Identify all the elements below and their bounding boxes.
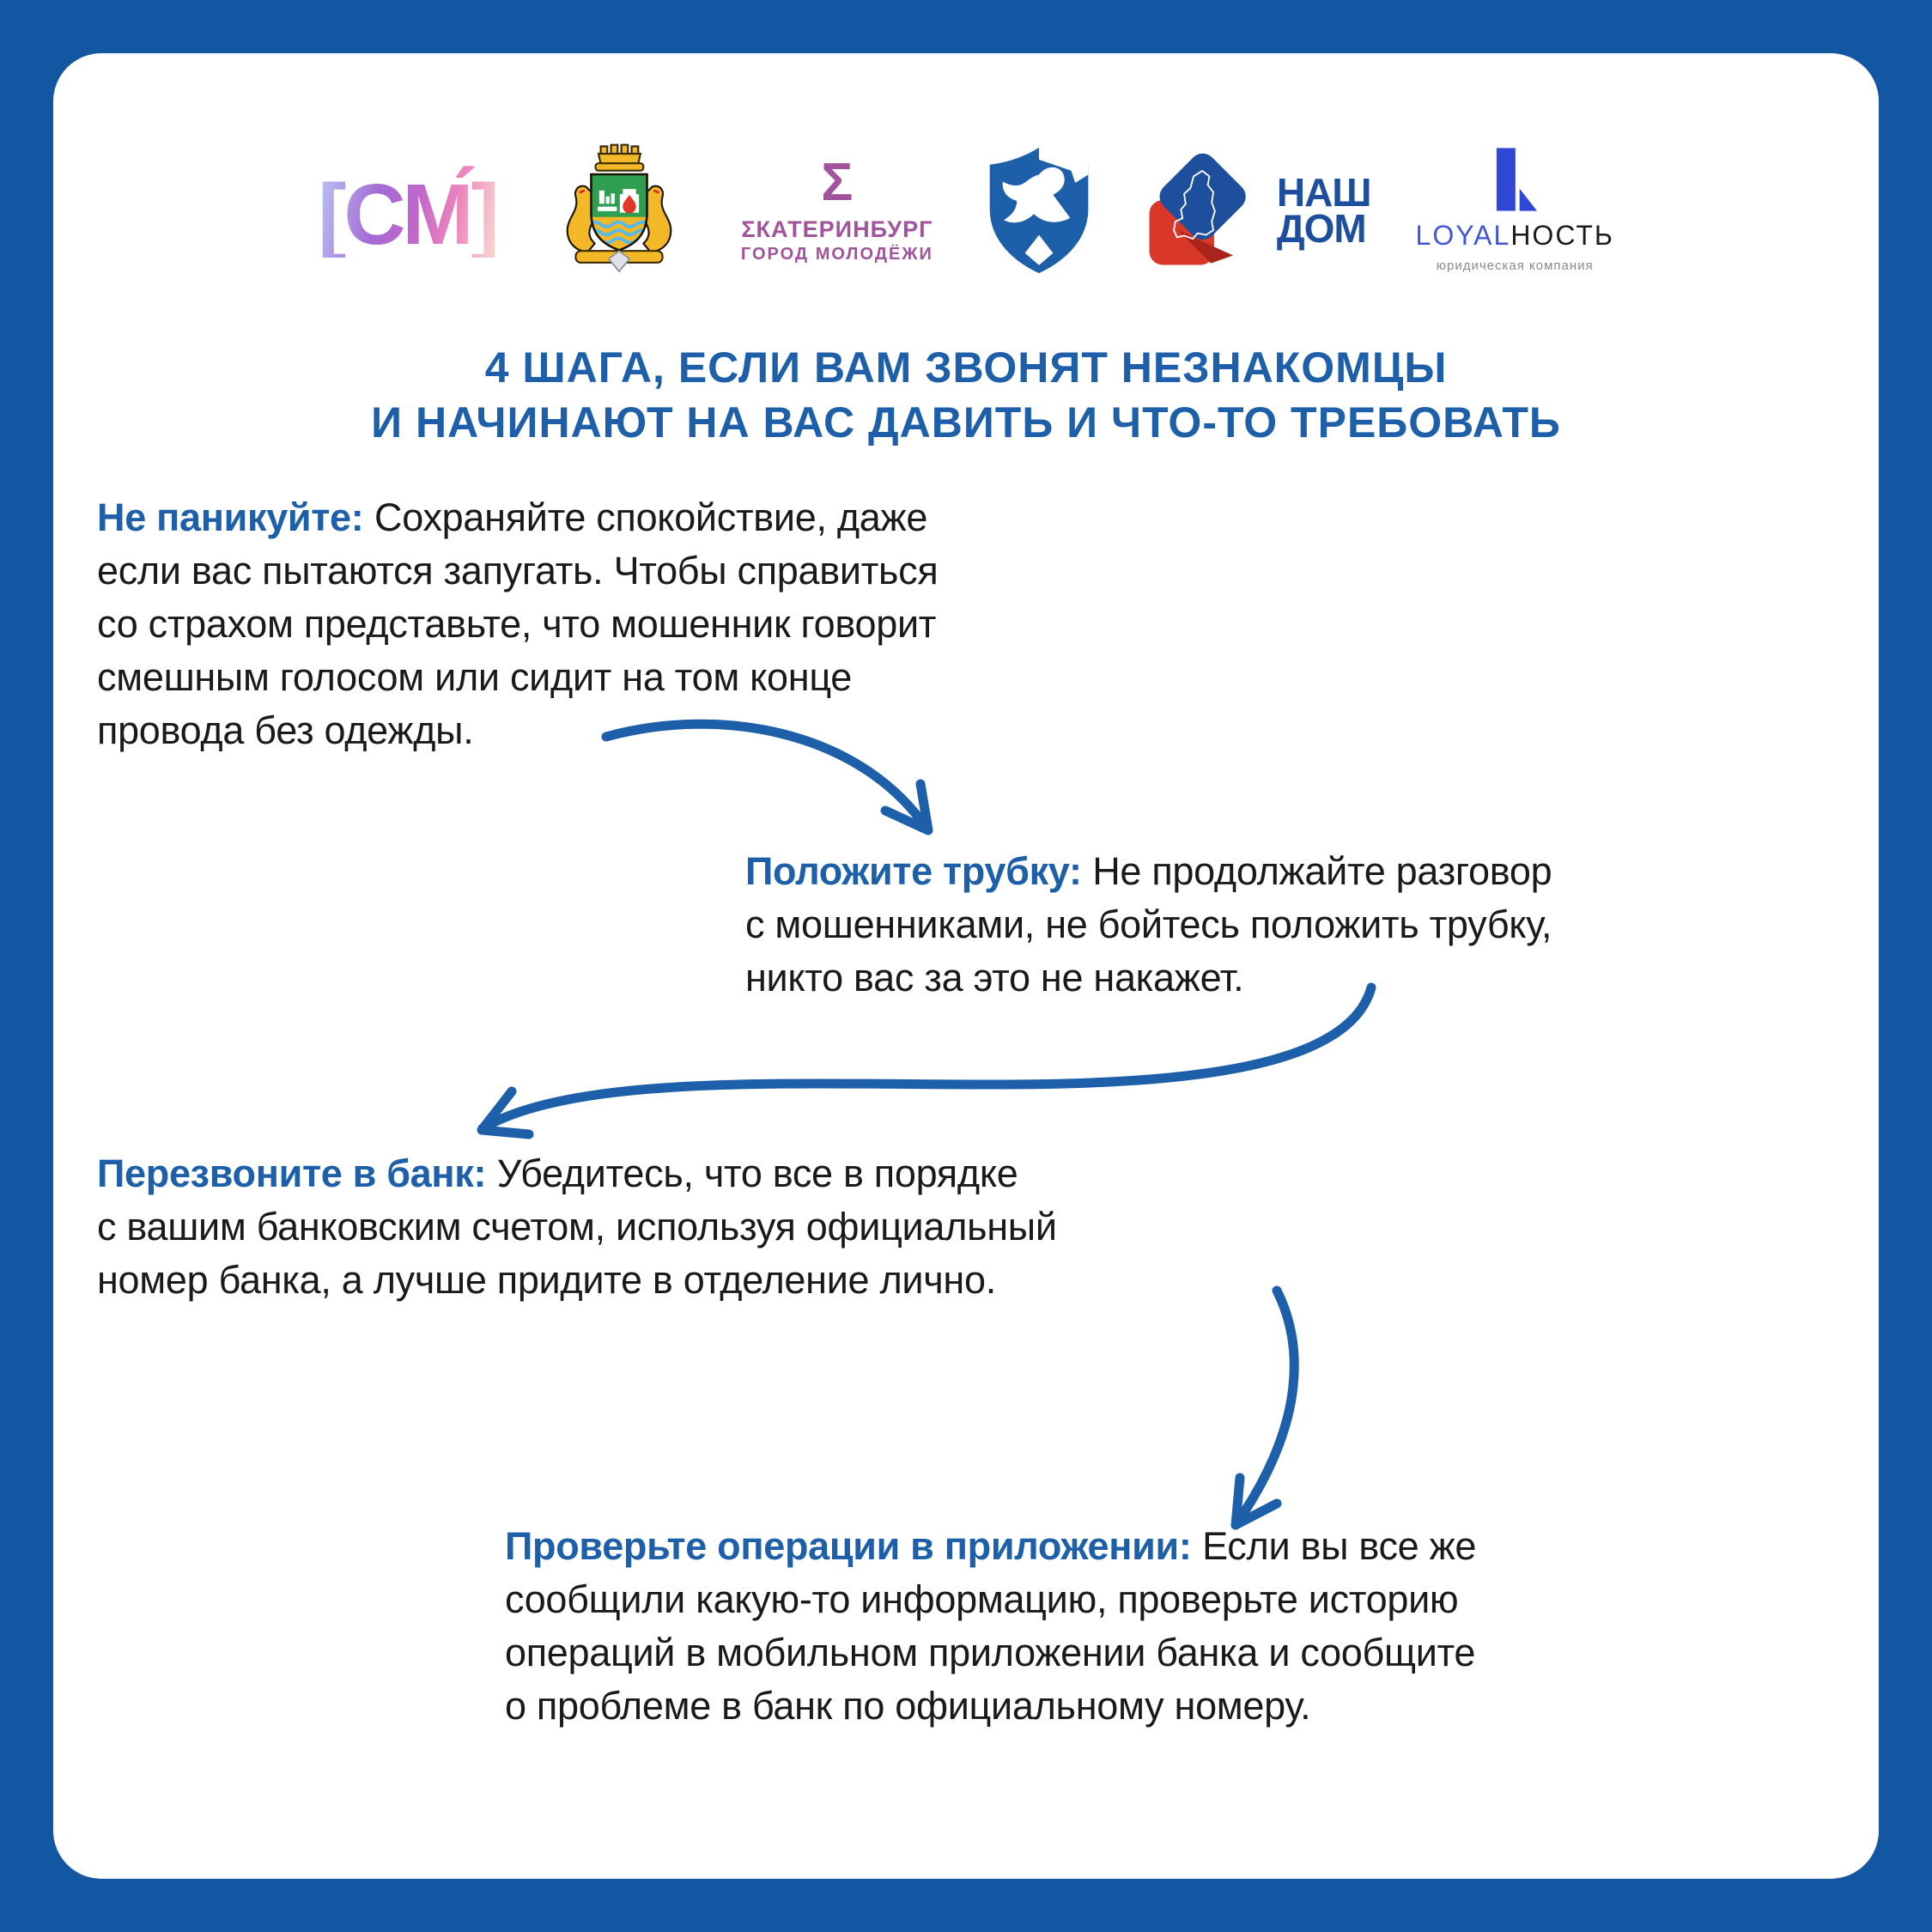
shield-dove-icon: [978, 143, 1100, 278]
step-4-heading: Проверьте операции в приложении:: [505, 1524, 1192, 1568]
nash-dom-logo: [1145, 151, 1371, 270]
title-line-2: И НАЧИНАЮТ НА ВАС ДАВИТЬ И ЧТО-ТО ТРЕБОВАТЬ: [371, 398, 1561, 447]
step-1-dont-panic: Не паникуйте: Сохраняйте спокойствие, даже если вас пытаются запугать. Чтобы справиться со страхом представьте, что мошенник говорит смешным голосом или сидит на том конце провода без одежды.: [97, 495, 939, 752]
ekb-logo-line2: ГОРОД МОЛОДЁЖИ: [740, 245, 933, 264]
ekb-logo-line1: ΣКАТЕРИНБУРГ: [741, 216, 933, 242]
page-title: [53, 340, 1879, 450]
loyalnost-wordmark: LOYALНОСТЬ: [1415, 220, 1614, 251]
step-2-hang-up: Положите трубку: Не продолжайте разговор с мошенниками, не бойтесь положить трубку, никто вас за это не накажет.: [745, 849, 1552, 999]
title-line-1: 4 ШАГА, ЕСЛИ ВАМ ЗВОНЯТ НЕЗНАКОМЦЫ: [484, 343, 1448, 392]
nash-dom-house-icon: [1145, 151, 1263, 270]
sm-brand-logo: [СМ́]: [318, 163, 497, 258]
loyalnost-subtitle: юридическая компания: [1436, 258, 1594, 273]
yekaterinburg-coat-of-arms-icon: [542, 138, 696, 283]
ekaterinburg-city-of-youth-logo: [740, 153, 933, 264]
partner-logos-row: [53, 129, 1879, 292]
step-1-heading: Не паникуйте:: [97, 495, 364, 539]
sigma-icon: Σ: [821, 153, 854, 212]
loyalnost-logo: [1416, 148, 1614, 273]
step-2-heading: Положите трубку:: [745, 849, 1082, 893]
step-3-call-bank: Перезвоните в банк: Убедитесь, что все в порядке с вашим банковским счетом, используя официальный номер банка, а лучше придите в отделение лично.: [97, 1151, 1057, 1302]
nash-dom-wordmark: НАШ ДОМ: [1276, 170, 1371, 251]
loyalnost-l-mark-icon: [1492, 148, 1537, 211]
step-4-check-app: Проверьте операции в приложении: Если вы все же сообщили какую-то информацию, проверьте историю операций в мобильном приложении банка и сообщите о проблеме в банк по официальному номеру.: [505, 1524, 1477, 1728]
step-3-heading: Перезвоните в банк:: [97, 1151, 487, 1195]
